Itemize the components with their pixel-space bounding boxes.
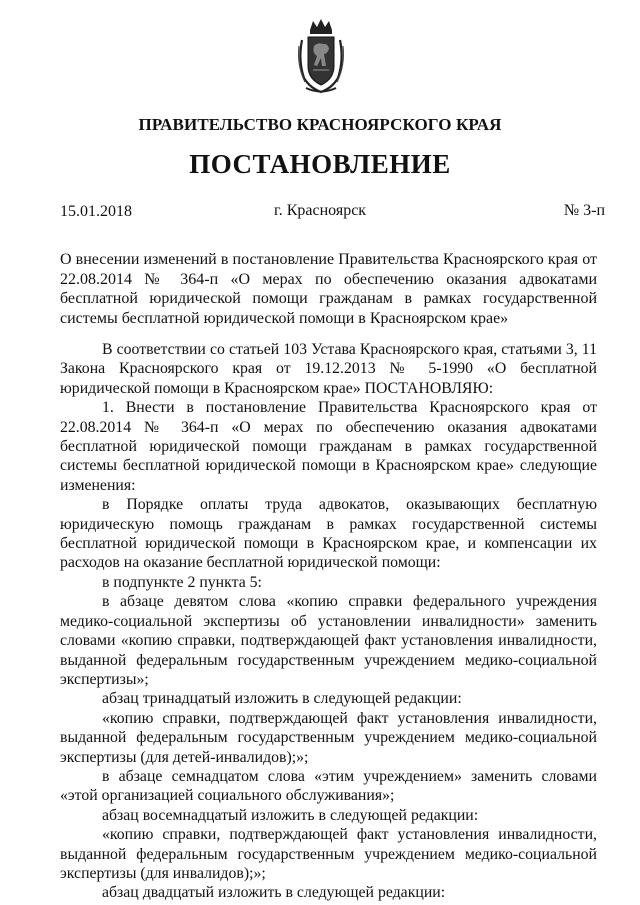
paragraph-amendment: абзац восемнадцатый изложить в следующей редакции: bbox=[102, 806, 479, 824]
paragraph-amendment: в абзаце семнадцатом слова «этим учреждением» заменить словами «этой организацией социального обслуживания»; bbox=[60, 767, 597, 805]
paragraph-amendment: в абзаце девятом слова «копию справки федерального учреждения медико-социальной экспертизы об установлении инвалидности» заменить словами «копию справки, подтверждающей факт установления инвалидности, выданной федеральным государственным учреждением медико-социальной экспертизы»; bbox=[60, 593, 597, 688]
document-date: 15.01.2018 bbox=[60, 203, 132, 220]
document-number: № 3-п bbox=[563, 202, 605, 219]
document-type-title: ПОСТАНОВЛЕНИЕ bbox=[189, 149, 451, 179]
document-city: г. Красноярск bbox=[273, 202, 367, 219]
paragraph-item-1: 1. Внести в постановление Правительства Красноярского края от 22.08.2014 № 364-п «О мерах по обеспечению оказания адвокатами бесплатной юридической помощи гражданам в рамках государственной системы бесплатной юридической помощи в Красноярском крае» следующие изменения: bbox=[60, 399, 597, 494]
paragraph-amendment: «копию справки, подтверждающей факт установления инвалидности, выданной федеральным государственным учреждением медико-социальной экспертизы (для детей-инвалидов);»; bbox=[60, 709, 597, 766]
paragraph-procedure: в Порядке оплаты труда адвокатов, оказывающих бесплатную юридическую помощь гражданам в рамках государственной системы бесплатной юридической помощи в Красноярском крае, и компенсации их расходов на оказание бесплатной юридической помощи: bbox=[60, 496, 597, 572]
document-body bbox=[60, 340, 597, 903]
paragraph-preamble: В соответствии со статьей 103 Устава Красноярского края, статьями 3, 11 Закона Красноярского края от 19.12.2013 № 5-1990 «О бесплатной юридической помощи в Красноярском крае» ПОСТАНОВЛЯЮ: bbox=[60, 341, 597, 397]
paragraph-subclause: в подпункте 2 пункта 5: bbox=[102, 573, 262, 591]
paragraph-amendment: абзац двадцатый изложить в следующей редакции: bbox=[102, 884, 446, 902]
paragraph-amendment: абзац тринадцатый изложить в следующей редакции: bbox=[102, 690, 462, 708]
coat-of-arms-icon bbox=[296, 16, 346, 96]
document-subject: О внесении изменений в постановление Правительства Красноярского края от 22.08.2014 № 364-п «О мерах по обеспечению оказания адвокатами бесплатной юридической помощи гражданам в рамках государственной системы бесплатной юридической помощи в Красноярском крае» bbox=[60, 251, 597, 327]
government-title: ПРАВИТЕЛЬСТВО КРАСНОЯРСКОГО КРАЯ bbox=[138, 115, 502, 134]
paragraph-amendment: «копию справки, подтверждающей факт установления инвалидности, выданной федеральным государственным учреждением медико-социальной экспертизы (для инвалидов);»; bbox=[60, 826, 597, 882]
